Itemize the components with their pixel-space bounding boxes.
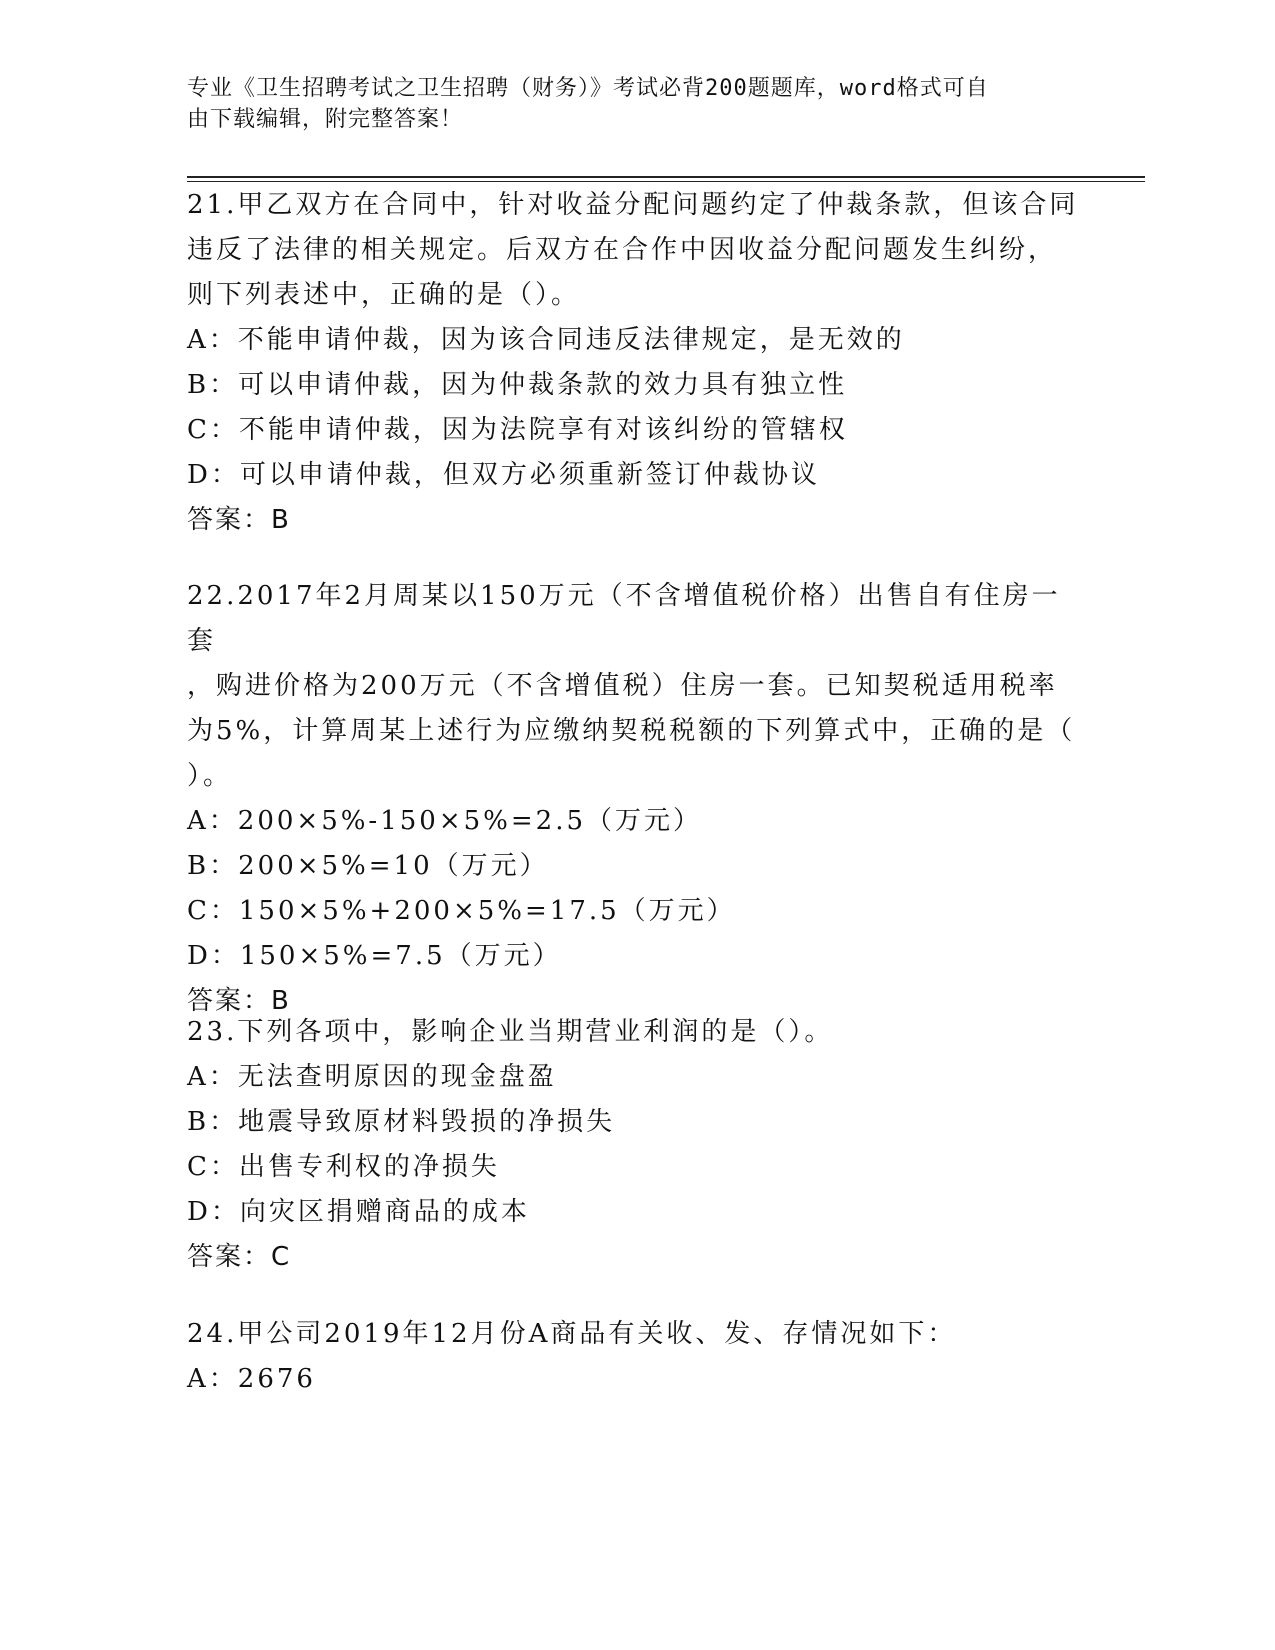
stem-line: 24.甲公司2019年12月份A商品有关收、发、存情况如下： [187, 1319, 957, 1349]
option-a: A：不能申请仲裁，因为该合同违反法律规定，是无效的 [187, 325, 905, 355]
question-stem [187, 1010, 1087, 1055]
option-b: B：可以申请仲裁，因为仲裁条款的效力具有独立性 [187, 370, 848, 400]
option-b: B：200×5%=10（万元） [187, 851, 549, 881]
option-a: A：2676 [187, 1364, 316, 1394]
option-a: A：无法查明原因的现金盘盈 [187, 1062, 557, 1092]
stem-line: 违反了法律的相关规定。后双方在合作中因收益分配问题发生纠纷， [187, 235, 1058, 265]
stem-line: ）。 [187, 761, 233, 791]
question-23 [187, 1010, 1087, 1280]
stem-line: 为5%，计算周某上述行为应缴纳契税税额的下列算式中，正确的是（ [187, 716, 1076, 746]
stem-line: 22.2017年2月周某以150万元（不含增值税价格）出售自有住房一套 [187, 581, 1061, 656]
question-stem [187, 183, 1087, 318]
answer: 答案：B [187, 505, 291, 535]
question-stem [187, 1312, 1087, 1357]
option-c: C：150×5%+200×5%=17.5（万元） [187, 896, 736, 926]
option-c: C：不能申请仲裁，因为法院享有对该纠纷的管辖权 [187, 415, 848, 445]
document-header [187, 73, 1067, 135]
option-c: C：出售专利权的净损失 [187, 1152, 500, 1182]
header-divider-thin [187, 181, 1145, 182]
question-stem [187, 574, 1087, 799]
header-divider-thick [187, 176, 1145, 178]
option-d: D：向灾区捐赠商品的成本 [187, 1197, 530, 1227]
answer: 答案：C [187, 1242, 292, 1272]
header-line-1: 专业《卫生招聘考试之卫生招聘（财务）》考试必背200题题库，word格式可自 [187, 76, 989, 101]
option-d: D：可以申请仲裁，但双方必须重新签订仲裁协议 [187, 460, 820, 490]
stem-line: 21.甲乙双方在合同中，针对收益分配问题约定了仲裁条款，但该合同 [187, 190, 1079, 220]
option-d: D：150×5%=7.5（万元） [187, 941, 562, 971]
stem-line: 23.下列各项中，影响企业当期营业利润的是（）。 [187, 1017, 834, 1047]
header-line-2: 由下载编辑，附完整答案！ [187, 107, 464, 132]
answer: 答案：B [187, 986, 291, 1016]
option-a: A：200×5%-150×5%=2.5（万元） [187, 806, 703, 836]
question-24 [187, 1312, 1087, 1402]
question-22 [187, 574, 1087, 1024]
stem-line: 则下列表述中，正确的是（）。 [187, 280, 581, 310]
option-b: B：地震导致原材料毁损的净损失 [187, 1107, 616, 1137]
question-21 [187, 183, 1087, 543]
stem-line: ，购进价格为200万元（不含增值税）住房一套。已知契税适用税率 [187, 671, 1058, 701]
